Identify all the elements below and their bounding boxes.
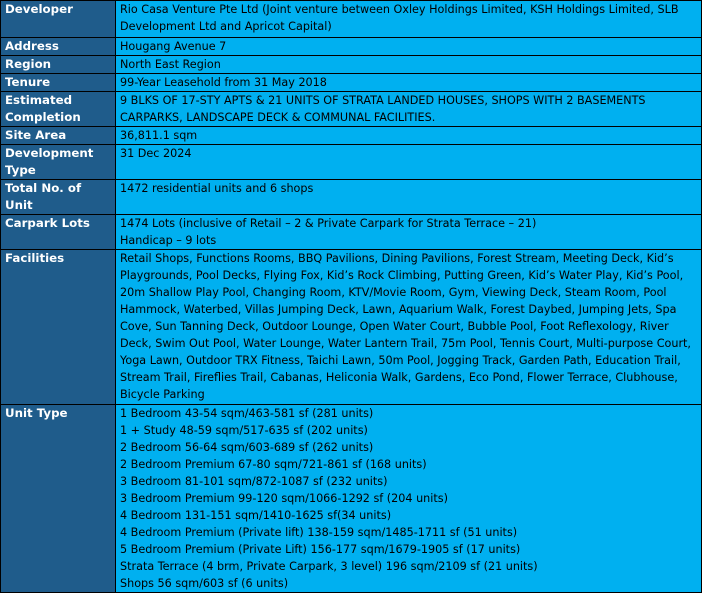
row-address — [1, 38, 702, 56]
value-facilities — [116, 250, 702, 405]
value-carpark-lots — [116, 215, 702, 250]
unit-type-line: 5 Bedroom Premium (Private Lift) 156-177 sqm/1679-1905 sf (17 units) — [120, 543, 521, 556]
label-developer: Developer — [1, 1, 116, 38]
unit-type-line: 1 Bedroom 43-54 sqm/463-581 sf (281 units) — [120, 407, 374, 420]
value-total-units: 1472 residential units and 6 shops — [116, 180, 702, 215]
unit-type-line: 4 Bedroom 131-151 sqm/1410-1625 sf(34 units) — [120, 509, 392, 522]
row-site-area — [1, 127, 702, 145]
label-total-units: Total No. of Unit — [1, 180, 116, 215]
label-tenure: Tenure — [1, 74, 116, 92]
row-region — [1, 56, 702, 74]
developer-text: Rio Casa Venture Pte Ltd (Joint venture between Oxley Holdings Limited, KSH Holdings Limited, SLB Development Ltd and Apricot Capital) — [120, 3, 679, 33]
unit-type-line: 2 Bedroom 56-64 sqm/603-689 sf (262 units) — [120, 441, 374, 454]
value-developer — [116, 1, 702, 38]
value-region: North East Region — [116, 56, 702, 74]
row-tenure — [1, 74, 702, 92]
label-carpark-lots: Carpark Lots — [1, 215, 116, 250]
row-facilities — [1, 250, 702, 405]
value-development-type: 31 Dec 2024 — [116, 145, 702, 180]
unit-type-line: 3 Bedroom 81-101 sqm/872-1087 sf (232 units) — [120, 475, 388, 488]
unit-type-line: 3 Bedroom Premium 99-120 sqm/1066-1292 sf (204 units) — [120, 492, 448, 505]
label-development-type: Development Type — [1, 145, 116, 180]
unit-type-line: 1 + Study 48-59 sqm/517-635 sf (202 units) — [120, 424, 368, 437]
label-site-area: Site Area — [1, 127, 116, 145]
row-unit-type — [1, 405, 702, 593]
label-region: Region — [1, 56, 116, 74]
carpark-line: 1474 Lots (inclusive of Retail – 2 & Private Carpark for Strata Terrace – 21) — [120, 217, 537, 230]
value-estimated-completion — [116, 92, 702, 127]
row-total-units — [1, 180, 702, 215]
label-address: Address — [1, 38, 116, 56]
value-unit-type — [116, 405, 702, 593]
carpark-line: Handicap – 9 lots — [120, 234, 217, 247]
estimated-completion-text: 9 BLKS OF 17-STY APTS & 21 UNITS OF STRATA LANDED HOUSES, SHOPS WITH 2 BASEMENTS CARPARKS, LANDSCAPE DECK & COMMUNAL FACILITIES. — [120, 94, 646, 124]
facilities-text: Retail Shops, Functions Rooms, BBQ Pavilions, Dining Pavilions, Forest Stream, Meeting Deck, Kid’s Playgrounds, Pool Decks, Flying Fox, Kid’s Rock Climbing, Putting Green, Kid’s Water Play, Kid’s Pool, 20m Shallow Play Pool, Changing Room, KTV/Movie Room, Gym, Viewing Deck, Steam Room, Pool Hammock, Waterbed, Villas Jumping Deck, Lawn, Aquarium Walk, Forest Daybed, Jumping Jets, Spa Cove, Sun Tanning Deck, Outdoor Lounge, Open Water Court, Bubble Pool, Foot Reflexology, River Deck, Swim Out Pool, Water Lounge, Water Lantern Trail, 75m Pool, Tennis Court, Multi-purpose Court, Yoga Lawn, Outdoor TRX Fitness, Taichi Lawn, 50m Pool, Jogging Track, Garden Path, Education Trail, Stream Trail, Fireflies Trail, Cabanas, Heliconia Walk, Gardens, Eco Pond, Flower Terrace, Clubhouse, Bicycle Parking — [120, 252, 691, 401]
row-development-type — [1, 145, 702, 180]
value-address: Hougang Avenue 7 — [116, 38, 702, 56]
value-site-area: 36,811.1 sqm — [116, 127, 702, 145]
label-unit-type: Unit Type — [1, 405, 116, 593]
row-carpark-lots — [1, 215, 702, 250]
label-estimated-completion: Estimated Completion — [1, 92, 116, 127]
unit-type-line: 4 Bedroom Premium (Private lift) 138-159 sqm/1485-1711 sf (51 units) — [120, 526, 518, 539]
row-developer — [1, 1, 702, 38]
value-tenure: 99-Year Leasehold from 31 May 2018 — [116, 74, 702, 92]
label-facilities: Facilities — [1, 250, 116, 405]
row-estimated-completion — [1, 92, 702, 127]
unit-type-line: 2 Bedroom Premium 67-80 sqm/721-861 sf (168 units) — [120, 458, 427, 471]
unit-type-line: Shops 56 sqm/603 sf (6 units) — [120, 577, 289, 590]
unit-type-line: Strata Terrace (4 brm, Private Carpark, 3 level) 196 sqm/2109 sf (21 units) — [120, 560, 538, 573]
